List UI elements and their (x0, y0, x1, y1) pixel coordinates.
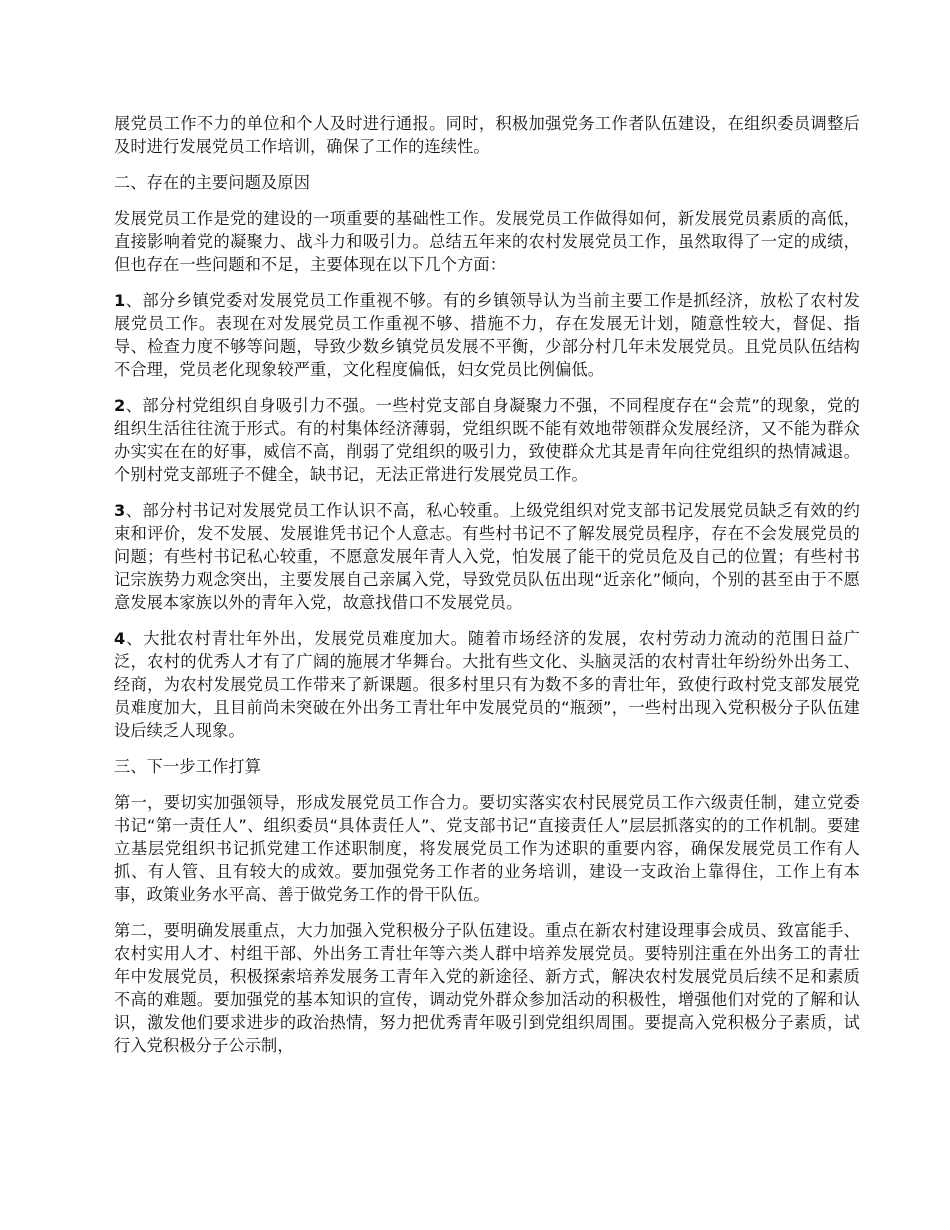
item-number: 4 (114, 629, 126, 648)
item-text: 、大批农村青壮年外出，发展党员难度加大。随着市场经济的发展，农村劳动力流动的范围日益广泛，农村的优秀人才有了广阔的施展才华舞台。大批有些文化、头脑灵活的农村青壮年纷纷外出务工、经商，为农村发展党员工作带来了新课题。很多村里只有为数不多的青壮年，致使行政村党支部发展党员难度加大，且目前尚未突破在外出务工青壮年中发展党员的“瓶颈”，一些村出现入党积极分子队伍建设后续乏人现象。 (114, 629, 860, 740)
section-heading-next-steps: 三、下一步工作打算 (114, 757, 262, 776)
item-text: 、部分村党组织自身吸引力不强。一些村党支部自身凝聚力不强，不同程度存在“会荒”的现象，党的组织生活往往流于形式。有的村集体经济薄弱，党组织既不能有效地带领群众发展经济，又不能为群众办实实在在的好事，威信不高，削弱了党组织的吸引力，致使群众尤其是青年向往党组织的热情减退。个别村党支部班子不健全，缺书记，无法正常进行发展党员工作。 (114, 396, 860, 484)
item-number: 1 (114, 291, 126, 310)
paragraph-problems-overview: 发展党员工作是党的建设的一项重要的基础性工作。发展党员工作做得如何，新发展党员素质的高低，直接影响着党的凝聚力、战斗力和吸引力。总结五年来的农村发展党员工作，虽然取得了一定的成绩，但也存在一些问题和不足，主要体现在以下几个方面： (114, 209, 860, 274)
item-number: 3 (114, 501, 126, 520)
paragraph-problem-2 (114, 394, 860, 486)
paragraph-problem-3 (114, 499, 860, 614)
item-text: 、部分乡镇党委对发展党员工作重视不够。有的乡镇领导认为当前主要工作是抓经济，放松了农村发展党员工作。表现在对发展党员工作重视不够、措施不力，存在发展无计划，随意性较大，督促、指导、检查力度不够等问题，导致少数乡镇党员发展不平衡，少部分村几年未发展党员。且党员队伍结构不合理，党员老化现象较严重，文化程度偏低，妇女党员比例偏低。 (114, 291, 860, 379)
item-text: 、部分村书记对发展党员工作认识不高，私心较重。上级党组织对党支部书记发展党员缺乏有效的约束和评价，发不发展、发展谁凭书记个人意志。有些村书记不了解发展党员程序，存在不会发展党员的问题；有些村书记私心较重，不愿意发展年青人入党，怕发展了能干的党员危及自己的位置；有些村书记宗族势力观念突出，主要发展自己亲属入党，导致党员队伍出现“近亲化”倾向，个别的甚至由于不愿意发展本家族以外的青年入党，故意找借口不发展党员。 (114, 501, 860, 612)
document-page (114, 112, 860, 1070)
item-number: 2 (114, 396, 126, 415)
paragraph-intro: 展党员工作不力的单位和个人及时进行通报。同时，积极加强党务工作者队伍建设，在组织委员调整后及时进行发展党员工作培训，确保了工作的连续性。 (114, 114, 860, 156)
paragraph-next-step-1: 第一，要切实加强领导，形成发展党员工作合力。要切实落实农村民展党员工作六级责任制，建立党委书记“第一责任人”、组织委员“具体责任人”、党支部书记“直接责任人”层层抓落实的的工作机制。要建立基层党组织书记抓党建工作述职制度，将发展党员工作为述职的重要内容，确保发展党员工作有人抓、有人管、且有较大的成效。要加强党务工作者的业务培训，建设一支政治上靠得住，工作上有本事，政策业务水平高、善于做党务工作的骨干队伍。 (114, 793, 860, 904)
section-heading-problems: 二、存在的主要问题及原因 (114, 173, 311, 192)
paragraph-problem-4 (114, 627, 860, 742)
paragraph-problem-1 (114, 289, 860, 381)
paragraph-next-step-2: 第二，要明确发展重点，大力加强入党积极分子队伍建设。重点在新农村建设理事会成员、致富能手、农村实用人才、村组干部、外出务工青壮年等六类人群中培养发展党员。要特别注重在外出务工的青壮年中发展党员，积极探索培养发展务工青年入党的新途径、新方式，解决农村发展党员后续不足和素质不高的难题。要加强党的基本知识的宣传，调动党外群众参加活动的积极性，增强他们对党的了解和认识，激发他们要求进步的政治热情，努力把优秀青年吸引到党组织周围。要提高入党积极分子素质，试行入党积极分子公示制， (114, 921, 860, 1055)
